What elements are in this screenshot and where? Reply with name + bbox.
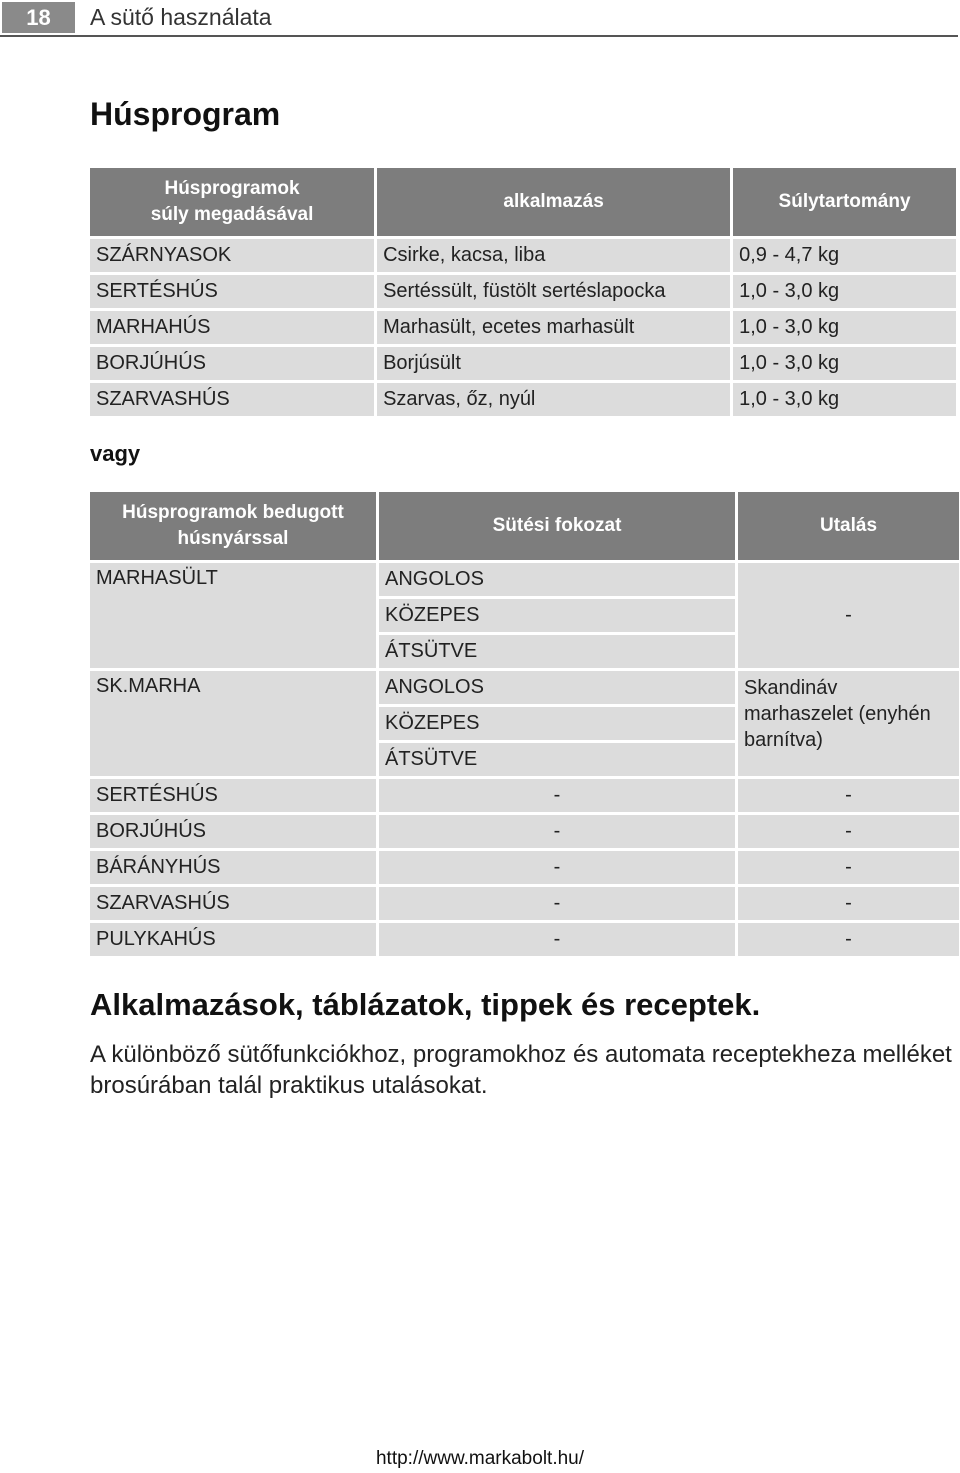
table-cell: SERTÉSHÚS bbox=[90, 275, 374, 308]
table-cell: SZARVASHÚS bbox=[90, 887, 376, 920]
table-cell: - bbox=[738, 923, 959, 956]
body-paragraph: A különböző sütőfunkciókhoz, programokhoz és automata receptekheza melléket brosúrában talál praktikus utalásokat. bbox=[90, 1041, 952, 1099]
table-cell-level: KÖZEPES bbox=[379, 599, 735, 632]
header-title: A sütő használata bbox=[90, 4, 272, 30]
table-header-cell: Utalás bbox=[738, 492, 959, 560]
footer-url: http://www.markabolt.hu/ bbox=[375, 1448, 585, 1469]
table-cell-level: ÁTSÜTVE bbox=[379, 743, 735, 776]
table-cell: - bbox=[379, 779, 735, 812]
table-cell: - bbox=[379, 851, 735, 884]
table-cell: 1,0 - 3,0 kg bbox=[733, 383, 956, 416]
section-title-applications: Alkalmazások, táblázatok, tippek és receptek. bbox=[90, 987, 761, 1022]
table-header-row bbox=[90, 492, 959, 560]
table-cell: 0,9 - 4,7 kg bbox=[733, 239, 956, 272]
table-cell-level: KÖZEPES bbox=[379, 707, 735, 740]
table-row bbox=[90, 887, 959, 920]
table-header-row bbox=[90, 168, 956, 236]
table-header-cell: Húsprogramok súly megadásával bbox=[90, 168, 374, 236]
table-cell: MARHAHÚS bbox=[90, 311, 374, 344]
weight-program-table bbox=[87, 165, 959, 419]
table-cell: Marhasült, ecetes marhasült bbox=[377, 311, 730, 344]
table-cell: - bbox=[738, 815, 959, 848]
table-header-cell: Súlytartomány bbox=[733, 168, 956, 236]
table-cell: - bbox=[379, 923, 735, 956]
table-cell: BORJÚHÚS bbox=[90, 815, 376, 848]
header-rule bbox=[0, 35, 958, 37]
table-row bbox=[90, 815, 959, 848]
table-cell: Szarvas, őz, nyúl bbox=[377, 383, 730, 416]
table-cell: BÁRÁNYHÚS bbox=[90, 851, 376, 884]
table-cell-level: ANGOLOS bbox=[379, 671, 735, 704]
page-number: 18 bbox=[2, 2, 75, 33]
table-header-cell: Sütési fokozat bbox=[379, 492, 735, 560]
table-cell: Sertéssült, füstölt sertéslapocka bbox=[377, 275, 730, 308]
table-row bbox=[90, 779, 959, 812]
table-cell: - bbox=[379, 815, 735, 848]
table-row bbox=[90, 851, 959, 884]
table-row bbox=[90, 275, 956, 308]
page-header bbox=[0, 0, 960, 36]
table-cell: BORJÚHÚS bbox=[90, 347, 374, 380]
table-cell: Borjúsült bbox=[377, 347, 730, 380]
table-cell-note: - bbox=[738, 563, 959, 668]
table-cell: 1,0 - 3,0 kg bbox=[733, 347, 956, 380]
table-cell: Csirke, kacsa, liba bbox=[377, 239, 730, 272]
table-cell-level: ANGOLOS bbox=[379, 563, 735, 596]
table-row bbox=[90, 671, 959, 704]
table-cell: - bbox=[738, 851, 959, 884]
table-cell: - bbox=[379, 887, 735, 920]
meat-probe-program-table bbox=[87, 489, 960, 959]
table-row bbox=[90, 239, 956, 272]
table-cell: SZÁRNYASOK bbox=[90, 239, 374, 272]
table-cell: SERTÉSHÚS bbox=[90, 779, 376, 812]
table-row bbox=[90, 563, 959, 596]
table-cell-meat: MARHASÜLT bbox=[90, 563, 376, 668]
table-header-cell: Húsprogramok bedugott húsnyárssal bbox=[90, 492, 376, 560]
table-row bbox=[90, 347, 956, 380]
table-cell-meat: SK.MARHA bbox=[90, 671, 376, 776]
table-header-cell: alkalmazás bbox=[377, 168, 730, 236]
table-row bbox=[90, 311, 956, 344]
table-cell-level: ÁTSÜTVE bbox=[379, 635, 735, 668]
table-cell: 1,0 - 3,0 kg bbox=[733, 275, 956, 308]
table-cell: - bbox=[738, 887, 959, 920]
table-cell: 1,0 - 3,0 kg bbox=[733, 311, 956, 344]
table-cell: PULYKAHÚS bbox=[90, 923, 376, 956]
separator-vagy: vagy bbox=[90, 441, 141, 466]
section-title-husprogram: Húsprogram bbox=[90, 96, 281, 132]
table-cell: - bbox=[738, 779, 959, 812]
table-cell-note: Skandináv marhaszelet (enyhén barnítva) bbox=[738, 671, 959, 776]
table-cell: SZARVASHÚS bbox=[90, 383, 374, 416]
table-row bbox=[90, 923, 959, 956]
table-row bbox=[90, 383, 956, 416]
